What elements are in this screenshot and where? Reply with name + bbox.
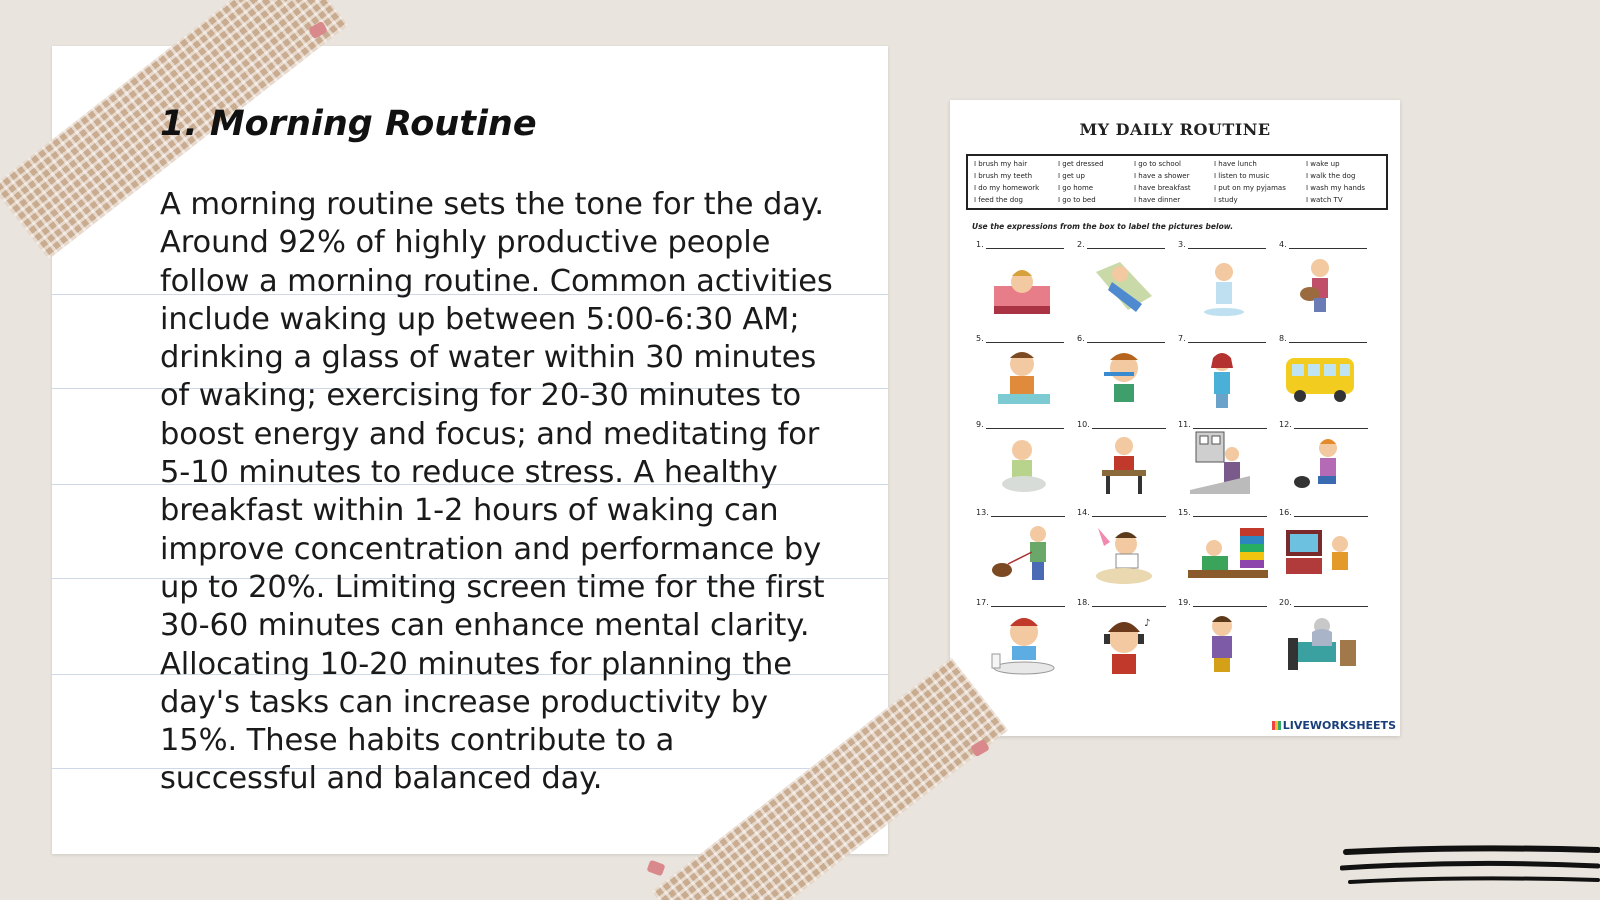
answer-line bbox=[1092, 428, 1166, 429]
picture-number: 2. bbox=[1077, 240, 1085, 249]
answer-line bbox=[1294, 516, 1368, 517]
slide-body-text: A morning routine sets the tone for the day. Around 92% of highly productive people follow a morning routine. Common activities include waking up between 5:00-6:30 AM; drinking a glass of water within 30 minutes of waking; exercising for 20-30 minutes to boost energy and focus; and meditating for 5-10 minutes to reduce stress. A healthy breakfast within 1-2 hours of waking can improve concentration and performance by up to 20%. Limiting screen time for the first 30-60 minutes can enhance mental clarity. Allocating 10-20 minutes for planning the day's tasks can increase productivity by 15%. These habits contribute to a successful and balanced day. bbox=[160, 187, 833, 797]
phrase: I brush my teeth bbox=[974, 172, 1033, 180]
phrase: I watch TV bbox=[1306, 196, 1343, 204]
answer-line bbox=[1092, 516, 1166, 517]
picture-number: 13. bbox=[976, 508, 989, 517]
picture-number: 19. bbox=[1178, 598, 1191, 607]
answer-line bbox=[991, 606, 1065, 607]
answer-line bbox=[1294, 606, 1368, 607]
picture-number: 18. bbox=[1077, 598, 1090, 607]
phrase-box bbox=[966, 154, 1388, 210]
illustration-school-bus bbox=[1284, 352, 1356, 404]
illustration-books bbox=[1184, 524, 1270, 584]
phrase: I have lunch bbox=[1214, 160, 1257, 168]
picture-number: 8. bbox=[1279, 334, 1287, 343]
phrase: I have breakfast bbox=[1134, 184, 1191, 192]
phrase: I put on my pyjamas bbox=[1214, 184, 1286, 192]
illustration-study bbox=[1090, 524, 1156, 586]
answer-line bbox=[986, 342, 1064, 343]
illustration-get-up bbox=[1092, 254, 1156, 318]
answer-line bbox=[1289, 248, 1367, 249]
picture-number: 16. bbox=[1279, 508, 1292, 517]
illustration-shower bbox=[1196, 256, 1252, 318]
answer-line bbox=[1188, 342, 1266, 343]
phrase: I study bbox=[1214, 196, 1238, 204]
illustration-wash-hands bbox=[994, 436, 1054, 496]
illustration-dog bbox=[1292, 254, 1346, 318]
logo-mark bbox=[1272, 721, 1281, 730]
illustration-wake-up bbox=[990, 256, 1054, 318]
slide-title: 1. Morning Routine bbox=[160, 104, 537, 144]
phrase: I go to school bbox=[1134, 160, 1181, 168]
illustration-lunch bbox=[988, 614, 1058, 678]
answer-line bbox=[1087, 248, 1165, 249]
picture-number: 14. bbox=[1077, 508, 1090, 517]
picture-number: 4. bbox=[1279, 240, 1287, 249]
answer-line bbox=[986, 248, 1064, 249]
picture-number: 9. bbox=[976, 420, 984, 429]
illustration-watch-tv bbox=[1284, 524, 1354, 582]
worksheet-instruction: Use the expressions from the box to label the pictures below. bbox=[972, 222, 1234, 231]
picture-number: 6. bbox=[1077, 334, 1085, 343]
phrase: I brush my hair bbox=[974, 160, 1028, 168]
illustration-homework bbox=[1096, 434, 1152, 496]
phrase: I have a shower bbox=[1134, 172, 1190, 180]
picture-number: 20. bbox=[1279, 598, 1292, 607]
illustration-feed-dog bbox=[1292, 434, 1348, 494]
logo-text: LIVEWORKSHEETS bbox=[1282, 719, 1396, 732]
illustration-brush-hair bbox=[1196, 612, 1248, 676]
illustration-go-to-bed bbox=[1282, 612, 1358, 674]
answer-line bbox=[1289, 342, 1367, 343]
illustration-music bbox=[1094, 612, 1156, 678]
phrase: I wake up bbox=[1306, 160, 1340, 168]
answer-line bbox=[1188, 248, 1266, 249]
phrase: I walk the dog bbox=[1306, 172, 1356, 180]
phrase: I get dressed bbox=[1058, 160, 1104, 168]
phrase: I go home bbox=[1058, 184, 1094, 192]
daily-routine-worksheet bbox=[950, 100, 1400, 736]
svg-text:♪: ♪ bbox=[1144, 618, 1151, 629]
answer-line bbox=[991, 516, 1065, 517]
illustration-walk-dog bbox=[986, 524, 1056, 584]
phrase: I wash my hands bbox=[1306, 184, 1366, 192]
answer-line bbox=[1193, 516, 1267, 517]
picture-number: 10. bbox=[1077, 420, 1090, 429]
picture-number: 15. bbox=[1178, 508, 1191, 517]
picture-number: 11. bbox=[1178, 420, 1191, 429]
picture-number: 5. bbox=[976, 334, 984, 343]
answer-line bbox=[1092, 606, 1166, 607]
phrase: I feed the dog bbox=[974, 196, 1023, 204]
picture-number: 12. bbox=[1279, 420, 1292, 429]
illustration-go-home bbox=[1190, 430, 1252, 494]
decorative-brush-strokes bbox=[1340, 844, 1600, 900]
answer-line bbox=[1087, 342, 1165, 343]
worksheet-title: MY DAILY ROUTINE bbox=[1079, 120, 1271, 139]
liveworksheets-logo bbox=[1272, 719, 1396, 732]
illustration-breakfast bbox=[994, 348, 1054, 408]
answer-line bbox=[1193, 606, 1267, 607]
phrase: I do my homework bbox=[974, 184, 1040, 192]
phrase: I go to bed bbox=[1058, 196, 1096, 204]
illustration-get-dressed bbox=[1196, 348, 1248, 410]
phrase: I have dinner bbox=[1134, 196, 1181, 204]
phrase: I get up bbox=[1058, 172, 1085, 180]
illustration-brush-teeth bbox=[1096, 348, 1152, 408]
answer-line bbox=[1294, 428, 1368, 429]
picture-number: 1. bbox=[976, 240, 984, 249]
picture-number: 7. bbox=[1178, 334, 1186, 343]
answer-line bbox=[986, 428, 1064, 429]
phrase: I listen to music bbox=[1214, 172, 1270, 180]
picture-number: 17. bbox=[976, 598, 989, 607]
picture-number: 3. bbox=[1178, 240, 1186, 249]
tape-corner bbox=[646, 860, 665, 877]
answer-line bbox=[1193, 428, 1267, 429]
